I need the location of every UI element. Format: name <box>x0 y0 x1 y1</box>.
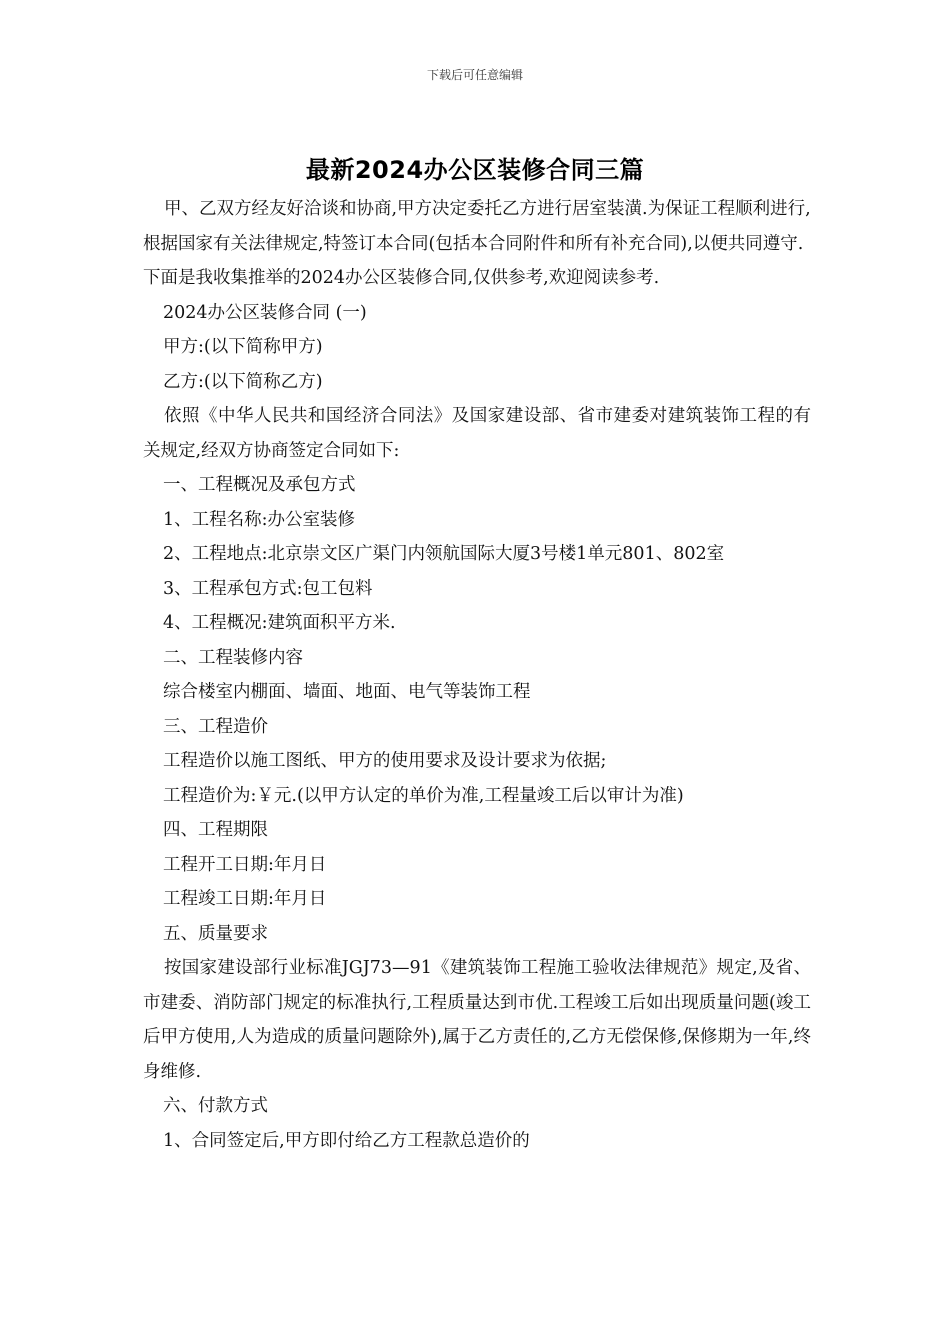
section-line: 工程造价为:￥元.(以甲方认定的单价为准,工程量竣工后以审计为准) <box>163 785 684 806</box>
header-note: 下载后可任意编辑 <box>426 68 523 82</box>
payment-line: 1、合同签定后,甲方即付给乙方工程款总造价的 <box>163 1130 530 1151</box>
document-title: 最新2024办公区装修合同三篇 <box>305 156 645 184</box>
quality-paragraph: 按国家建设部行业标准JGJ73—91《建筑装饰工程施工验收法律规范》规定,及省、市建委、消防部门规定的标准执行,工程质量达到市优.工程竣工后如出现质量问题(竣工后甲方使用,人为造成的质量问题除外),属于乙方责任的,乙方无偿保修,保修期为一年,终身维修. <box>143 958 811 1082</box>
payment-line: 六、付款方式 <box>163 1096 268 1116</box>
basis-paragraph: 依照《中华人民共和国经济合同法》及国家建设部、省市建委对建筑装饰工程的有关规定,经双方协商签定合同如下: <box>143 406 811 461</box>
section-line: 三、工程造价 <box>163 716 268 737</box>
section-line: 四、工程期限 <box>163 820 268 840</box>
section-line: 五、质量要求 <box>163 923 268 944</box>
section-line: 3、工程承包方式:包工包料 <box>163 578 373 599</box>
section-line: 工程开工日期:年月日 <box>163 854 327 875</box>
section-line: 1、工程名称:办公室装修 <box>163 509 356 530</box>
section-line: 2、工程地点:北京崇文区广渠门内领航国际大厦3号楼1单元801、802室 <box>163 544 725 564</box>
intro-paragraph: 甲、乙双方经友好洽谈和协商,甲方决定委托乙方进行居室装潢.为保证工程顺利进行,根据国家有关法律规定,特签订本合同(包括本合同附件和所有补充合同),以便共同遵守.下面是我收集推举的2024办公区装修合同,仅供参考,欢迎阅读参考. <box>143 199 811 288</box>
section-line: 一、工程概况及承包方式 <box>163 475 356 495</box>
section-line: 工程竣工日期:年月日 <box>163 889 327 909</box>
party-b-line: 乙方:(以下简称乙方) <box>163 371 323 392</box>
contract-heading: 2024办公区装修合同 (一) <box>163 302 367 323</box>
section-line: 二、工程装修内容 <box>163 647 303 668</box>
document-body <box>143 192 811 1158</box>
section-line: 4、工程概况:建筑面积平方米. <box>163 613 396 633</box>
section-line: 综合楼室内棚面、墙面、地面、电气等装饰工程 <box>163 682 531 702</box>
section-line: 工程造价以施工图纸、甲方的使用要求及设计要求为依据; <box>163 751 607 771</box>
party-a-line: 甲方:(以下简称甲方) <box>163 337 323 357</box>
